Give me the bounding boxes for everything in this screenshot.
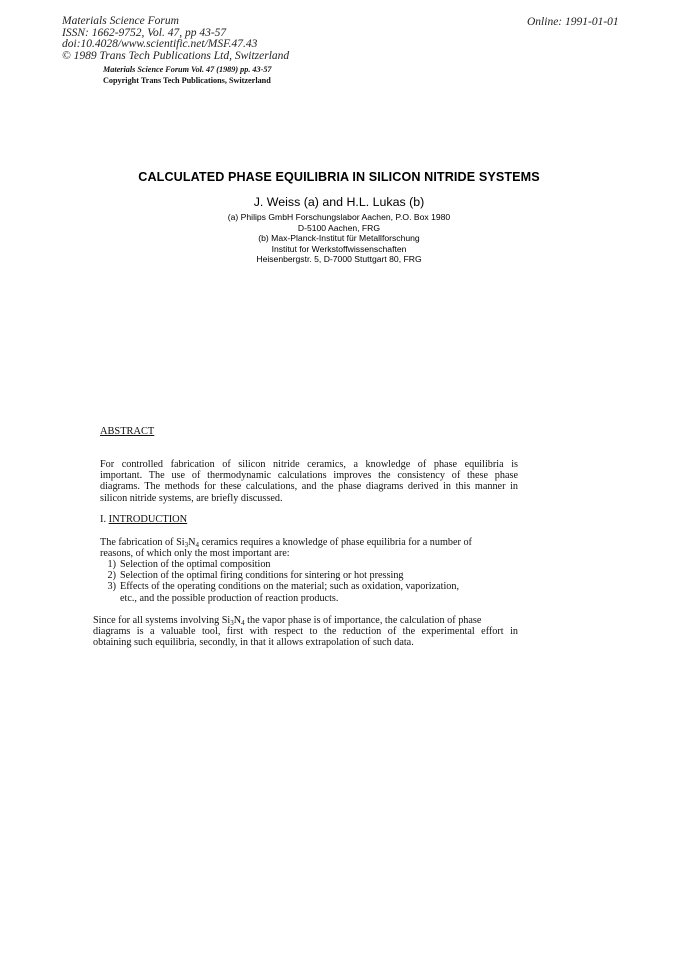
text-run: ceramics requires a knowledge of phase equilibria for a number of [198,537,472,548]
affiliation-line: (b) Max-Planck-Institut für Metallforschung [258,233,420,243]
text-run: the vapor phase is of importance, the calculation of phase [244,615,482,626]
scanned-copyright-line: Copyright Trans Tech Publications, Switzerland [103,76,271,85]
publication-metadata [62,16,289,62]
intro-line: obtaining such equilibria, secondly, in that it allows extrapolation of such data. [93,637,414,649]
abstract-heading: ABSTRACT [100,426,155,437]
affiliation-line: (a) Philips GmbH Forschungslabor Aachen, P.O. Box 1980 [227,212,451,222]
intro-line [93,615,518,626]
abstract-line: For controlled fabrication of silicon nitride ceramics, a knowledge of phase equilibria is [100,459,518,470]
list-item [100,581,459,592]
intro-line [100,537,518,548]
affiliation-line: D-5100 Aachen, FRG [297,222,381,233]
list-item-continuation: etc., and the possible production of reaction products. [120,592,339,604]
list-item [100,559,459,570]
copyright-line: © 1989 Trans Tech Publications Ltd, Switzerland [62,49,290,62]
section-title: INTRODUCTION [108,514,188,525]
list-number: 1) [107,559,116,570]
online-date: Online: 1991-01-01 [527,16,619,28]
section-number: I. [100,514,107,525]
list-text: Effects of the operating conditions on the material; such as oxidation, vaporization, [120,581,460,593]
list-text: Selection of the optimal firing conditions for sintering or hot pressing [120,570,404,582]
affiliation-line: Institut for Werkstoffwissenschaften [271,243,407,254]
list-number: 2) [107,570,116,582]
authors: J. Weiss (a) and H.L. Lukas (b) [253,195,425,209]
subscript: 4 [195,541,199,549]
intro-paragraph-1 [100,537,518,559]
issn-line: ISSN: 1662-9752, Vol. 47, pp 43-57 [62,26,227,39]
list-text: Selection of the optimal composition [120,559,271,570]
abstract-line: diagrams. The methods for these calculations, and the phase diagrams derived in this manner in [100,481,518,493]
abstract-text [100,459,518,504]
intro-paragraph-2 [93,615,518,649]
paper-title: CALCULATED PHASE EQUILIBRIA IN SILICON NITRIDE SYSTEMS [138,170,540,184]
text-run: The fabrication of Si [100,537,185,548]
scanned-header [103,64,272,86]
list-item [100,570,459,581]
journal-name: Materials Science Forum [62,15,179,27]
affiliations [0,212,678,265]
text-run: N [233,615,242,626]
scanned-journal-line: Materials Science Forum Vol. 47 (1989) pp. 43-57 [103,65,272,74]
text-run: N [188,537,196,548]
introduction-heading [100,514,187,525]
intro-line: reasons, of which only the most important are: [100,548,290,560]
subscript: 4 [241,619,245,627]
affiliation-line: Heisenbergstr. 5, D-7000 Stuttgart 80, FRG [256,254,422,264]
subscript: 3 [184,541,189,549]
reasons-list [100,559,459,604]
list-number: 3) [107,581,116,593]
subscript: 3 [230,619,234,627]
abstract-line: silicon nitride systems, are briefly discussed. [100,492,283,504]
intro-line: diagrams is a valuable tool, first with respect to the reduction of the experimental effort in [93,626,518,638]
text-run: Since for all systems involving Si [93,615,231,626]
doi-line: doi:10.4028/www.scientific.net/MSF.47.43 [62,38,258,51]
abstract-line: important. The use of thermodynamic calculations improves the consistency of these phase [100,470,518,482]
